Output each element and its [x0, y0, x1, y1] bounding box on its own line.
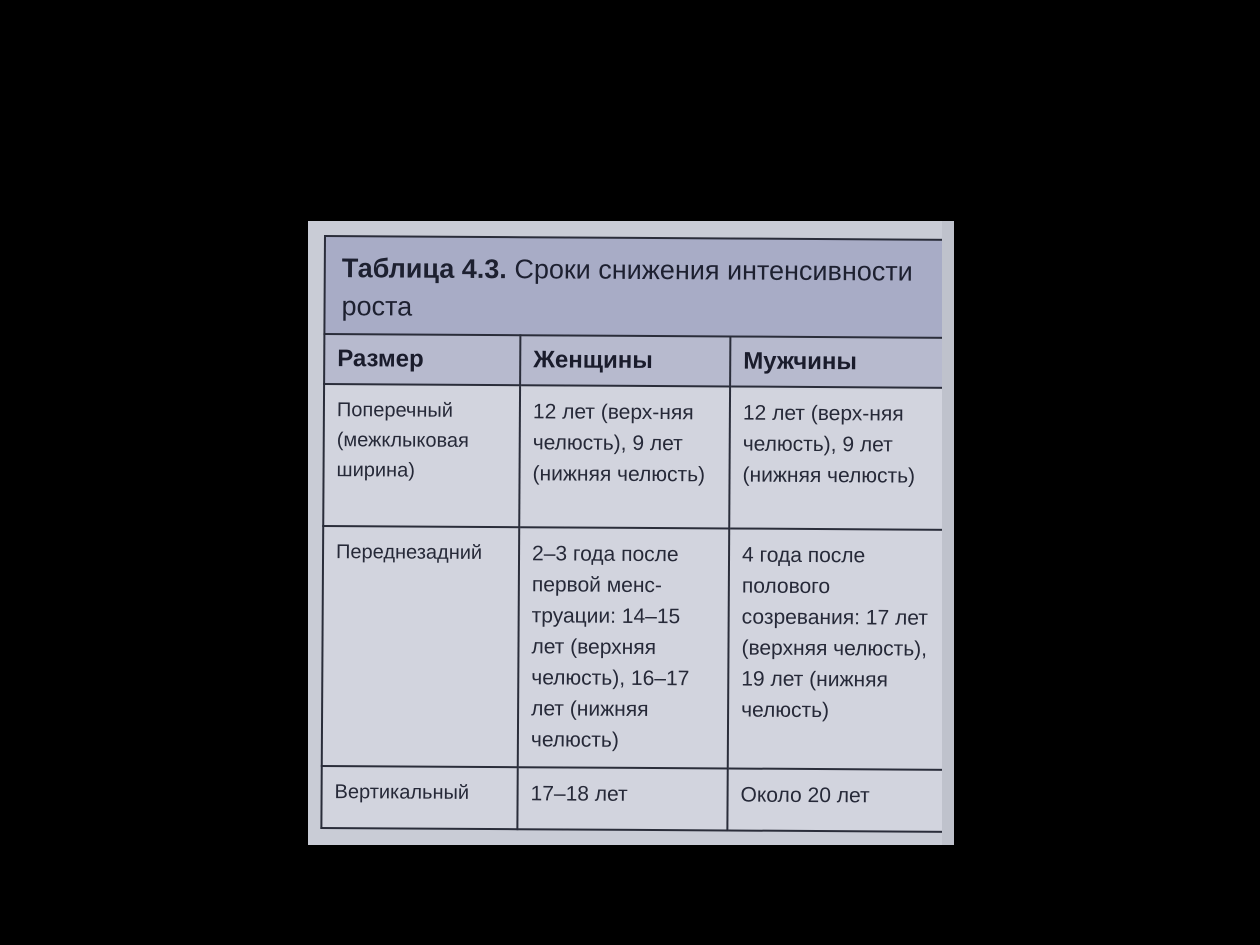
cell-men: 4 года после полового созревания: 17 лет (верхняя челюсть), 19 лет (нижняя челюсть)	[728, 528, 949, 769]
table-container	[320, 235, 950, 837]
cell-size: Вертикальный	[321, 766, 517, 829]
cell-size: Переднезадний	[322, 526, 519, 767]
table-caption-text: Сроки снижения интенсивности роста	[341, 254, 913, 322]
cell-women: 12 лет (верх-няя челюсть), 9 лет (нижняя челюсть)	[519, 385, 730, 528]
header-size: Размер	[324, 334, 520, 385]
table-row	[323, 384, 950, 530]
cell-men: 12 лет (верх-няя челюсть), 9 лет (нижняя челюсть)	[729, 386, 950, 529]
cell-size: Поперечный (межклыковая ширина)	[323, 384, 520, 527]
header-row	[324, 334, 950, 388]
table-row	[321, 766, 947, 832]
cell-women: 2–3 года после первой менс-труации: 14–15 лет (верхняя челюсть), 16–17 лет (нижняя челюсть)	[518, 527, 729, 768]
table-caption-number: Таблица 4.3.	[341, 253, 507, 285]
cell-men: Около 20 лет	[727, 768, 947, 831]
growth-table	[320, 235, 952, 833]
page-edge	[942, 221, 954, 845]
book-page-photo	[308, 221, 954, 845]
header-men: Мужчины	[730, 336, 950, 387]
table-caption	[324, 236, 951, 338]
table-row	[322, 526, 949, 770]
header-women: Женщины	[520, 335, 730, 386]
cell-women: 17–18 лет	[517, 767, 727, 830]
